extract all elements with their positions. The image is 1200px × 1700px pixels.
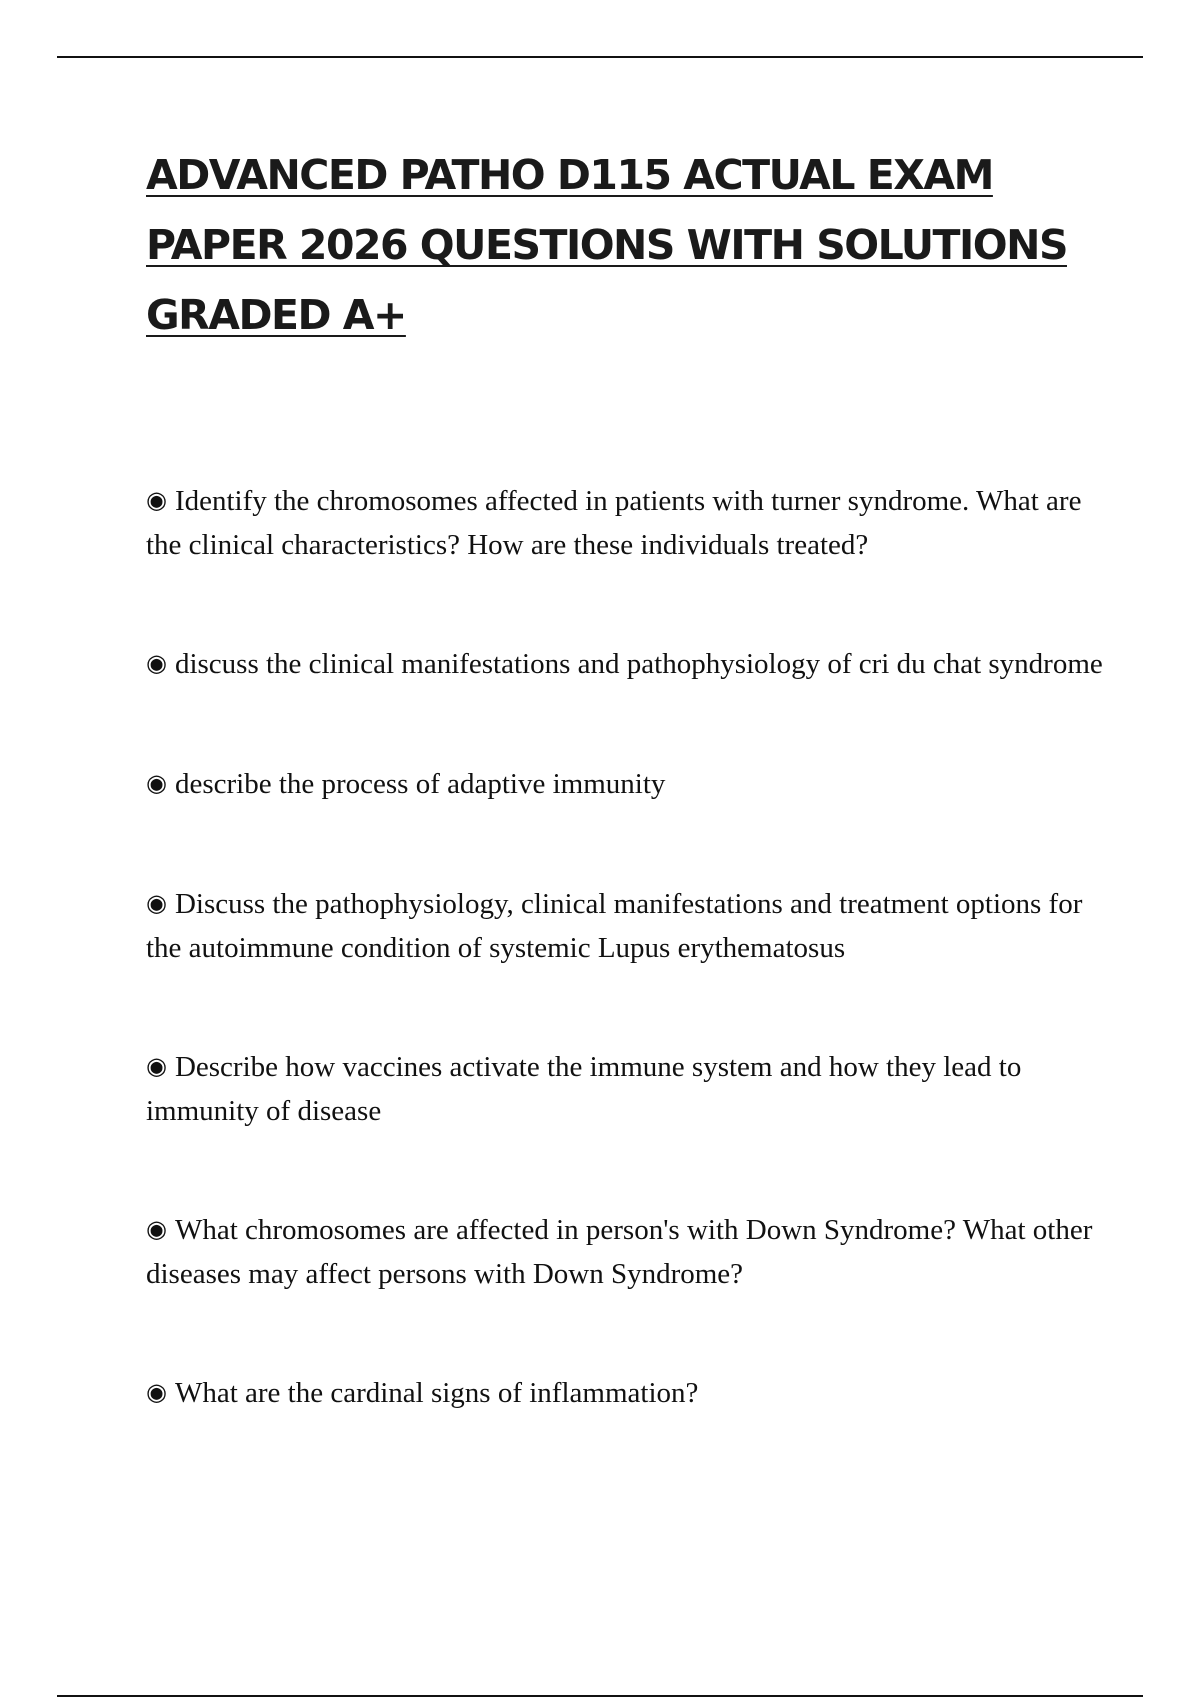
question-item [146, 1209, 1106, 1296]
question-text: Discuss the pathophysiology, clinical manifestations and treatment options for the autoimmune condition of systemic Lupus erythematosus [146, 888, 1083, 964]
radio-bullet-icon: ◉ [146, 649, 167, 677]
question-item [146, 643, 1106, 687]
question-text: describe the process of adaptive immunity [174, 768, 666, 800]
radio-bullet-icon: ◉ [146, 889, 167, 917]
question-list [146, 480, 1106, 1416]
radio-bullet-icon: ◉ [146, 769, 167, 797]
radio-bullet-icon: ◉ [146, 486, 167, 514]
question-item [146, 480, 1106, 567]
top-rule [57, 56, 1143, 58]
bottom-rule [57, 1695, 1143, 1697]
question-item [146, 1046, 1106, 1133]
radio-bullet-icon: ◉ [146, 1378, 167, 1406]
question-text: Describe how vaccines activate the immune system and how they lead to immunity of disease [146, 1051, 1022, 1127]
question-text: What chromosomes are affected in person's with Down Syndrome? What other diseases may affect persons with Down Syndrome? [146, 1214, 1093, 1290]
radio-bullet-icon: ◉ [146, 1215, 167, 1243]
question-item [146, 1372, 1106, 1416]
question-text: What are the cardinal signs of inflammation? [174, 1377, 699, 1409]
question-text: Identify the chromosomes affected in patients with turner syndrome. What are the clinical characteristics? How are these individuals treated? [146, 485, 1082, 561]
document-title: ADVANCED PATHO D115 ACTUAL EXAM PAPER 2026 QUESTIONS WITH SOLUTIONS GRADED A+ [146, 151, 1067, 339]
question-text: discuss the clinical manifestations and pathophysiology of cri du chat syndrome [174, 648, 1103, 680]
question-item [146, 883, 1106, 970]
question-item [146, 763, 1106, 807]
radio-bullet-icon: ◉ [146, 1052, 167, 1080]
